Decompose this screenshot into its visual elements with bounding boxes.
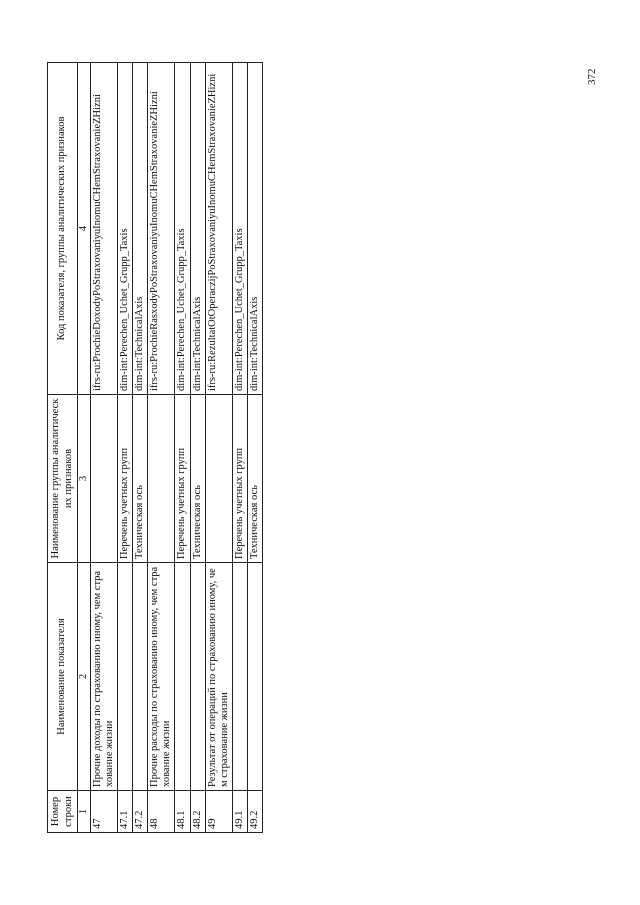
group-name: Перечень учетных групп — [232, 395, 247, 563]
group-name: Перечень учетных групп — [118, 395, 133, 563]
row-number: 48.2 — [190, 791, 205, 833]
rotated-table-container — [47, 63, 292, 833]
indicator-name — [232, 563, 247, 791]
row-number: 48 — [148, 791, 175, 833]
row-number: 47.2 — [133, 791, 148, 833]
table-row — [148, 63, 175, 833]
indicator-code: ifrs-ru:ProchieDoxodyPoStraxovaniyuInomuCHemStraxovanieZHizni — [91, 63, 118, 395]
table-row — [232, 63, 247, 833]
table-row — [190, 63, 205, 833]
table-row — [91, 63, 118, 833]
row-number: 47.1 — [118, 791, 133, 833]
column-number: 4 — [78, 63, 91, 395]
column-number: 1 — [78, 791, 91, 833]
indicator-code: dim-int:Perechen_Uchet_Grupp_Taxis — [232, 63, 247, 395]
indicator-name — [175, 563, 190, 791]
indicator-name — [133, 563, 148, 791]
indicator-name: Прочие доходы по страхованию иному, чем страхование жизни — [91, 563, 118, 791]
table-row — [118, 63, 133, 833]
indicator-code: dim-int:Perechen_Uchet_Grupp_Taxis — [118, 63, 133, 395]
indicator-table — [47, 62, 263, 833]
indicator-name: Прочие расходы по страхованию иному, чем страхование жизни — [148, 563, 175, 791]
table-row — [133, 63, 148, 833]
table-row — [205, 63, 232, 833]
page-number: 372 — [586, 68, 598, 86]
header-row-number: Номер строки — [48, 791, 78, 833]
indicator-code: dim-int:Perechen_Uchet_Grupp_Taxis — [175, 63, 190, 395]
indicator-name — [247, 563, 262, 791]
indicator-code: ifrs-ru:RezultatOtOperaczijPoStraxovaniyuInomuCHemStraxovanieZHizni — [205, 63, 232, 395]
indicator-code: ifrs-ru:ProchieRasxodyPoStraxovaniyuInomuCHemStraxovanieZHizni — [148, 63, 175, 395]
group-name: Техническая ось — [190, 395, 205, 563]
header-code: Код показателя, группы аналитических признаков — [48, 63, 78, 395]
indicator-name: Результат от операций по страхованию иному, чем страхование жизни — [205, 563, 232, 791]
indicator-name — [118, 563, 133, 791]
column-number: 3 — [78, 395, 91, 563]
group-name — [148, 395, 175, 563]
row-number: 48.1 — [175, 791, 190, 833]
row-number: 47 — [91, 791, 118, 833]
table-row — [247, 63, 262, 833]
indicator-code: dim-int:TechnicalAxis — [247, 63, 262, 395]
group-name: Техническая ось — [247, 395, 262, 563]
indicator-code: dim-int:TechnicalAxis — [133, 63, 148, 395]
group-name — [205, 395, 232, 563]
row-number: 49 — [205, 791, 232, 833]
group-name — [91, 395, 118, 563]
indicator-code: dim-int:TechnicalAxis — [190, 63, 205, 395]
table-row — [175, 63, 190, 833]
header-indicator-name: Наименование показателя — [48, 563, 78, 791]
group-name: Техническая ось — [133, 395, 148, 563]
row-number: 49.2 — [247, 791, 262, 833]
header-group-name: Наименование группы аналитических признаков — [48, 395, 78, 563]
column-number: 2 — [78, 563, 91, 791]
indicator-name — [190, 563, 205, 791]
group-name: Перечень учетных групп — [175, 395, 190, 563]
row-number: 49.1 — [232, 791, 247, 833]
